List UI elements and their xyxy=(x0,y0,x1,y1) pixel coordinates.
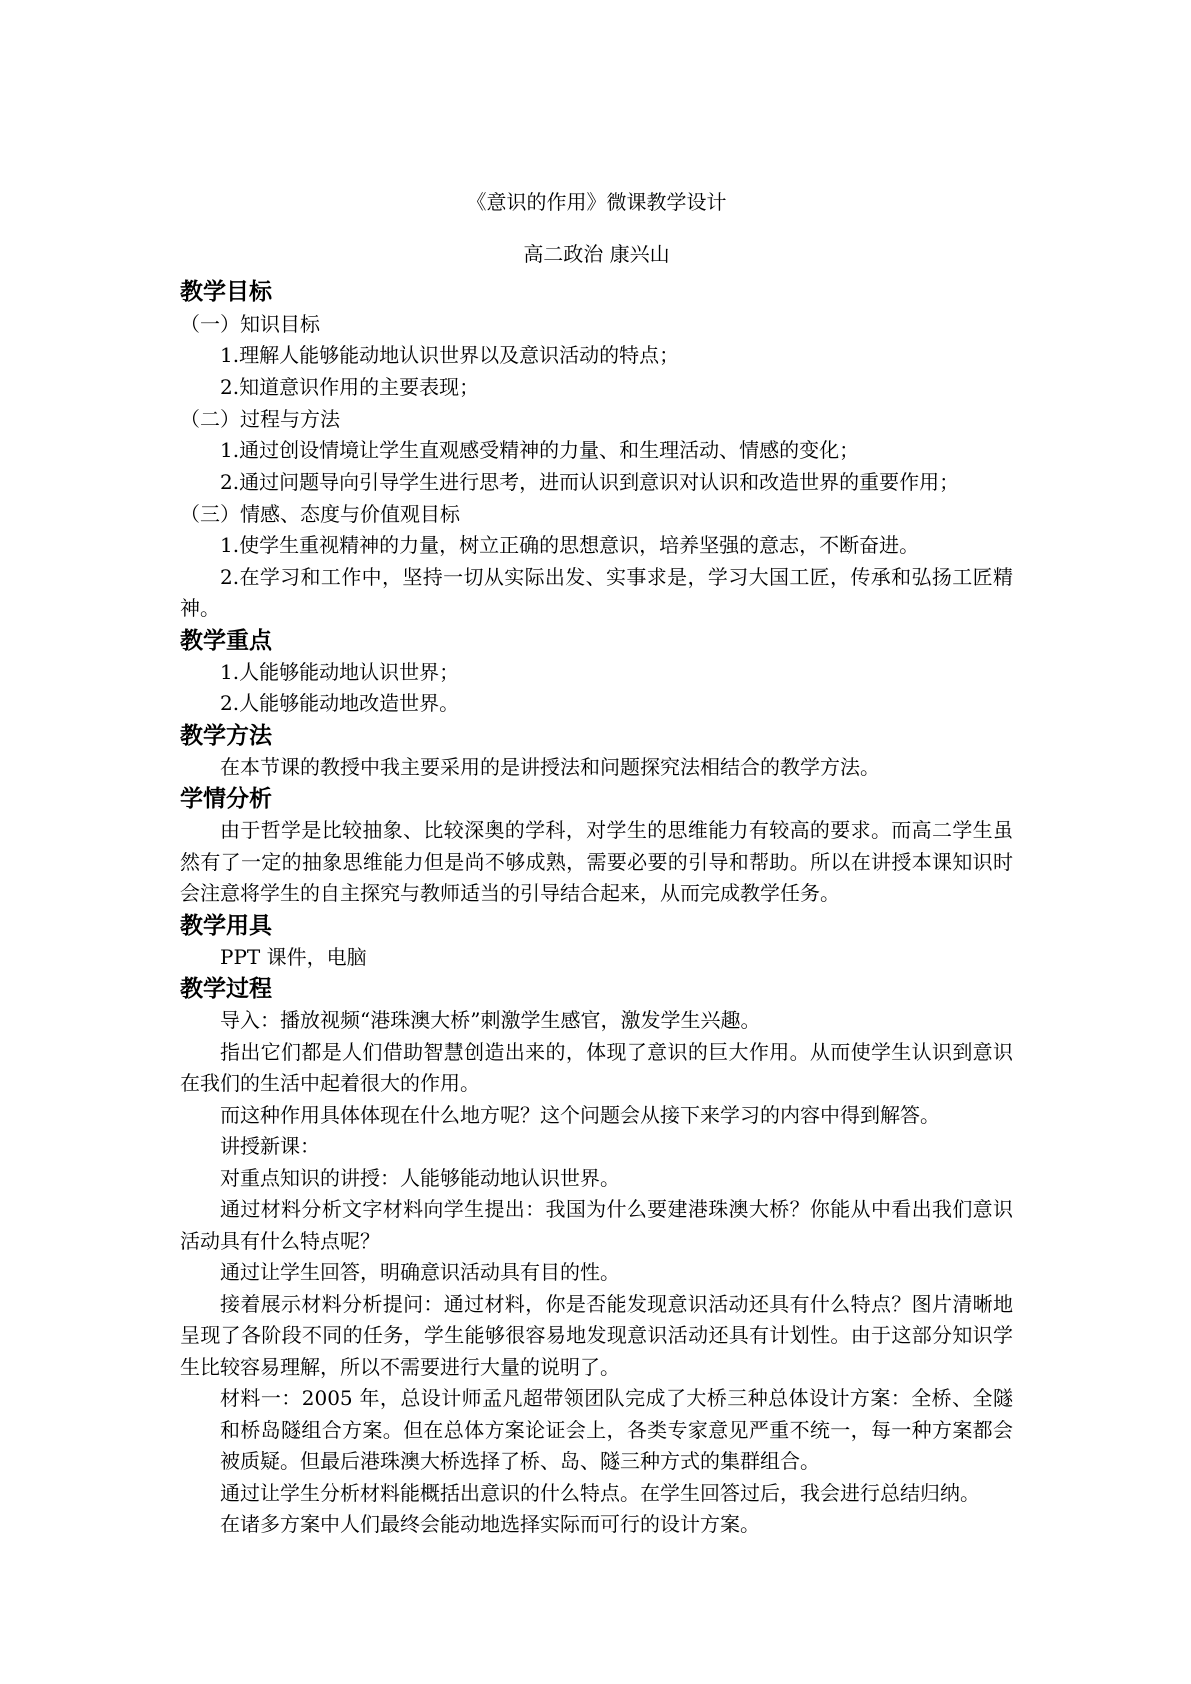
process-paragraph: 导入：播放视频“港珠澳大桥”刺激学生感官，激发学生兴趣。 xyxy=(220,1008,761,1032)
closing-paragraph: 通过让学生分析材料能概括出意识的什么特点。在学生回答过后，我会进行总结归纳。 xyxy=(220,1480,980,1505)
material-paragraph: 材料一：2005 年，总设计师孟凡超带领团队完成了大桥三种总体设计方案：全桥、全隧和桥岛隧组合方案。但在总体方案论证会上，各类专家意见严重不统一，每一种方案都会被质疑。但最后港珠澳大桥选择了桥、岛、隧三种方式的集群组合。 xyxy=(220,1386,1013,1473)
section-heading-process: 教学过程 xyxy=(180,976,272,1002)
analysis-text: 由于哲学是比较抽象、比较深奥的学科，对学生的思维能力有较高的要求。而高二学生虽然有了一定的抽象思维能力但是尚不够成熟，需要必要的引导和帮助。所以在讲授本课知识时会注意将学生的自主探究与教师适当的引导结合起来，从而完成教学任务。 xyxy=(180,818,1013,905)
methods-text: 在本节课的教授中我主要采用的是讲授法和问题探究法相结合的教学方法。 xyxy=(220,754,880,779)
sub-heading-knowledge: （一）知识目标 xyxy=(180,312,320,336)
objective-item: 2.知道意识作用的主要表现； xyxy=(220,374,480,399)
objective-item: 2.在学习和工作中，坚持一切从实际出发、实事求是，学习大国工匠，传承和弘扬工匠精神。 xyxy=(180,564,1013,620)
process-paragraph: 指出它们都是人们借助智慧创造出来的，体现了意识的巨大作用。从而使学生认识到意识在我们的生活中起着很大的作用。 xyxy=(180,1039,1013,1095)
section-heading-objectives: 教学目标 xyxy=(180,279,272,305)
section-key-points xyxy=(180,625,1013,720)
section-process xyxy=(180,973,1013,1541)
objective-item: 2.通过问题导向引导学生进行思考，进而认识到意识对认识和改造世界的重要作用； xyxy=(220,469,960,494)
key-point-item: 2.人能够能动地改造世界。 xyxy=(220,691,460,715)
section-heading-key-points: 教学重点 xyxy=(180,627,272,654)
process-paragraph: 对重点知识的讲授：人能够能动地认识世界。 xyxy=(220,1165,620,1190)
section-heading-tools: 教学用具 xyxy=(180,912,272,939)
sub-heading-values: （三）情感、态度与价值观目标 xyxy=(180,502,460,526)
process-paragraph: 通过材料分析文字材料向学生提出：我国为什么要建港珠澳大桥？你能从中看出我们意识活动具有什么特点呢？ xyxy=(180,1197,1013,1253)
section-tools xyxy=(180,910,1013,974)
process-paragraph: 讲授新课： xyxy=(220,1134,320,1158)
process-paragraph: 接着展示材料分析提问：通过材料，你是否能发现意识活动还具有什么特点？图片清晰地呈现了各阶段不同的任务，学生能够很容易地发现意识活动还具有计划性。由于这部分知识学生比较容易理解，所以不需要进行大量的说明了。 xyxy=(180,1291,1013,1379)
section-objectives xyxy=(180,276,1013,625)
process-paragraph: 通过让学生回答，明确意识活动具有目的性。 xyxy=(220,1260,620,1284)
document-title: 《意识的作用》微课教学设计 xyxy=(466,190,727,214)
section-analysis xyxy=(180,783,1013,910)
section-heading-analysis: 学情分析 xyxy=(180,786,272,812)
section-methods xyxy=(180,720,1013,784)
sub-heading-process: （二）过程与方法 xyxy=(180,407,340,431)
tools-text: PPT 课件，电脑 xyxy=(220,944,367,969)
key-point-item: 1.人能够能动地认识世界； xyxy=(220,659,460,684)
objective-item: 1.理解人能够能动地认识世界以及意识活动的特点； xyxy=(220,343,680,367)
closing-paragraph: 在诸多方案中人们最终会能动地选择实际而可行的设计方案。 xyxy=(220,1512,760,1536)
objective-item: 1.通过创设情境让学生直观感受精神的力量、和生理活动、情感的变化； xyxy=(220,438,860,462)
objective-item: 1.使学生重视精神的力量，树立正确的思想意识，培养坚强的意志，不断奋进。 xyxy=(220,533,920,557)
section-heading-methods: 教学方法 xyxy=(180,722,272,749)
document-author: 高二政治 康兴山 xyxy=(523,242,670,266)
process-paragraph: 而这种作用具体体现在什么地方呢？这个问题会从接下来学习的内容中得到解答。 xyxy=(220,1102,940,1127)
